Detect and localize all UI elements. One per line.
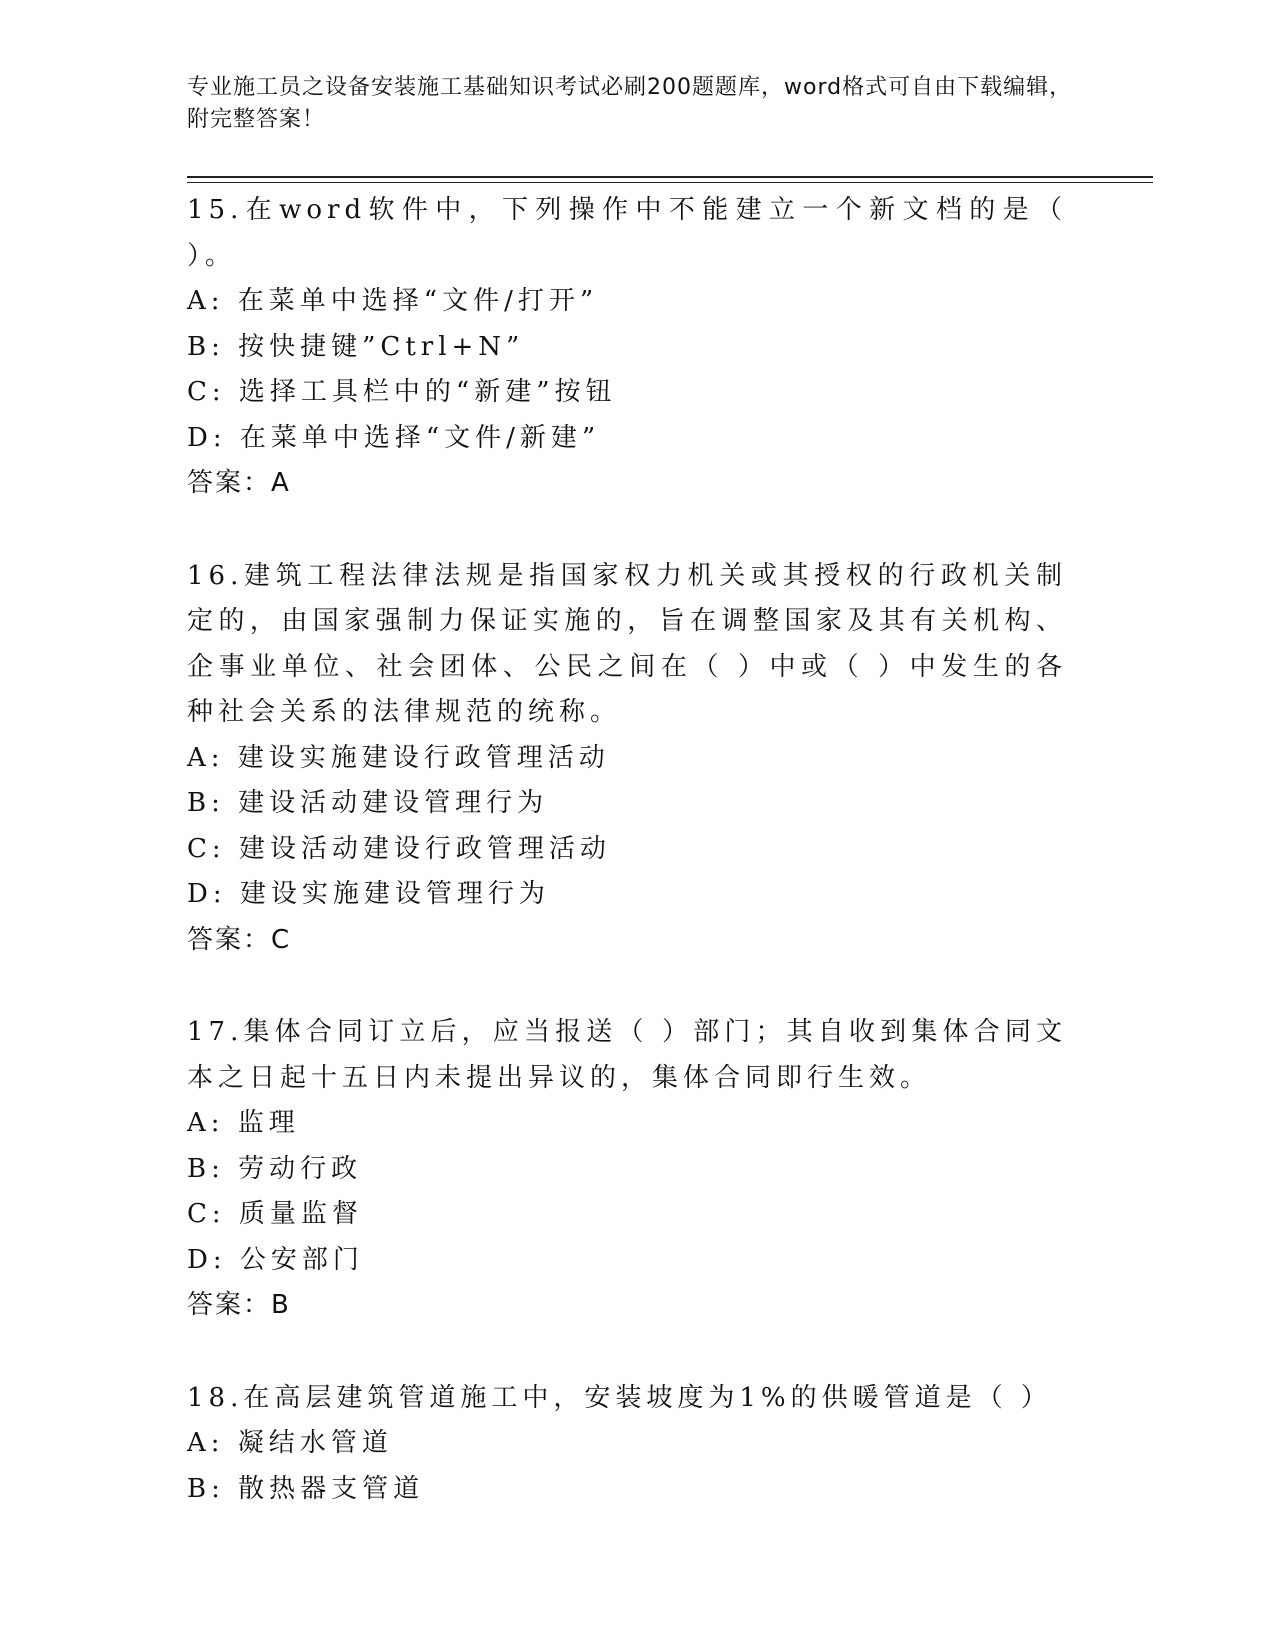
- option-d: D: 在菜单中选择“文件/新建”: [187, 422, 601, 453]
- question-17: [187, 1010, 1067, 1329]
- document-header: 专业施工员之设备安装施工基础知识考试必刷200题题库，word格式可自由下载编辑，附完整答案！: [187, 75, 1073, 132]
- option-d: D: 建设实施建设管理行为: [187, 879, 550, 909]
- question-stem: 17.集体合同订立后，应当报送（ ）部门；其自收到集体合同文本之日起十五日内未提出异议的，集体合同即行生效。: [187, 1017, 1067, 1093]
- option-b: B: 散热器支管道: [187, 1473, 425, 1504]
- header-divider-thin: [187, 182, 1153, 183]
- answer-line: 答案：A: [187, 468, 291, 498]
- question-stem: 16.建筑工程法律法规是指国家权力机关或其授权的行政机关制定的，由国家强制力保证实施的，旨在调整国家及其有关机构、企事业单位、社会团体、公民之间在（ ）中或（ ）中发生的各种社会关系的法律规范的统称。: [187, 560, 1067, 727]
- question-16: [187, 554, 1067, 964]
- option-a: A: 在菜单中选择“文件/打开”: [187, 286, 599, 316]
- question-15: [187, 188, 1081, 507]
- option-c: C: 选择工具栏中的“新建”按钮: [187, 377, 617, 407]
- question-stem: 18.在高层建筑管道施工中，安装坡度为1%的供暖管道是（ ）: [187, 1382, 1052, 1413]
- question-18: [187, 1376, 1067, 1513]
- header-divider: [187, 176, 1153, 178]
- option-d: D: 公安部门: [187, 1244, 364, 1275]
- option-a: A: 建设实施建设行政管理活动: [187, 742, 610, 773]
- option-b: B: 劳动行政: [187, 1153, 363, 1184]
- option-a: A: 凝结水管道: [187, 1428, 393, 1458]
- answer-line: 答案：B: [187, 1290, 291, 1320]
- question-stem: 15.在word软件中，下列操作中不能建立一个新文档的是（ ）。: [187, 195, 1081, 271]
- option-a: A: 监理: [187, 1108, 300, 1138]
- option-b: B: 建设活动建设管理行为: [187, 788, 549, 818]
- question-list: [187, 188, 1081, 1559]
- option-b: B: 按快捷键”Ctrl+N”: [187, 331, 525, 362]
- option-c: C: 质量监督: [187, 1199, 363, 1229]
- option-c: C: 建设活动建设行政管理活动: [187, 833, 611, 864]
- answer-line: 答案：C: [187, 924, 292, 955]
